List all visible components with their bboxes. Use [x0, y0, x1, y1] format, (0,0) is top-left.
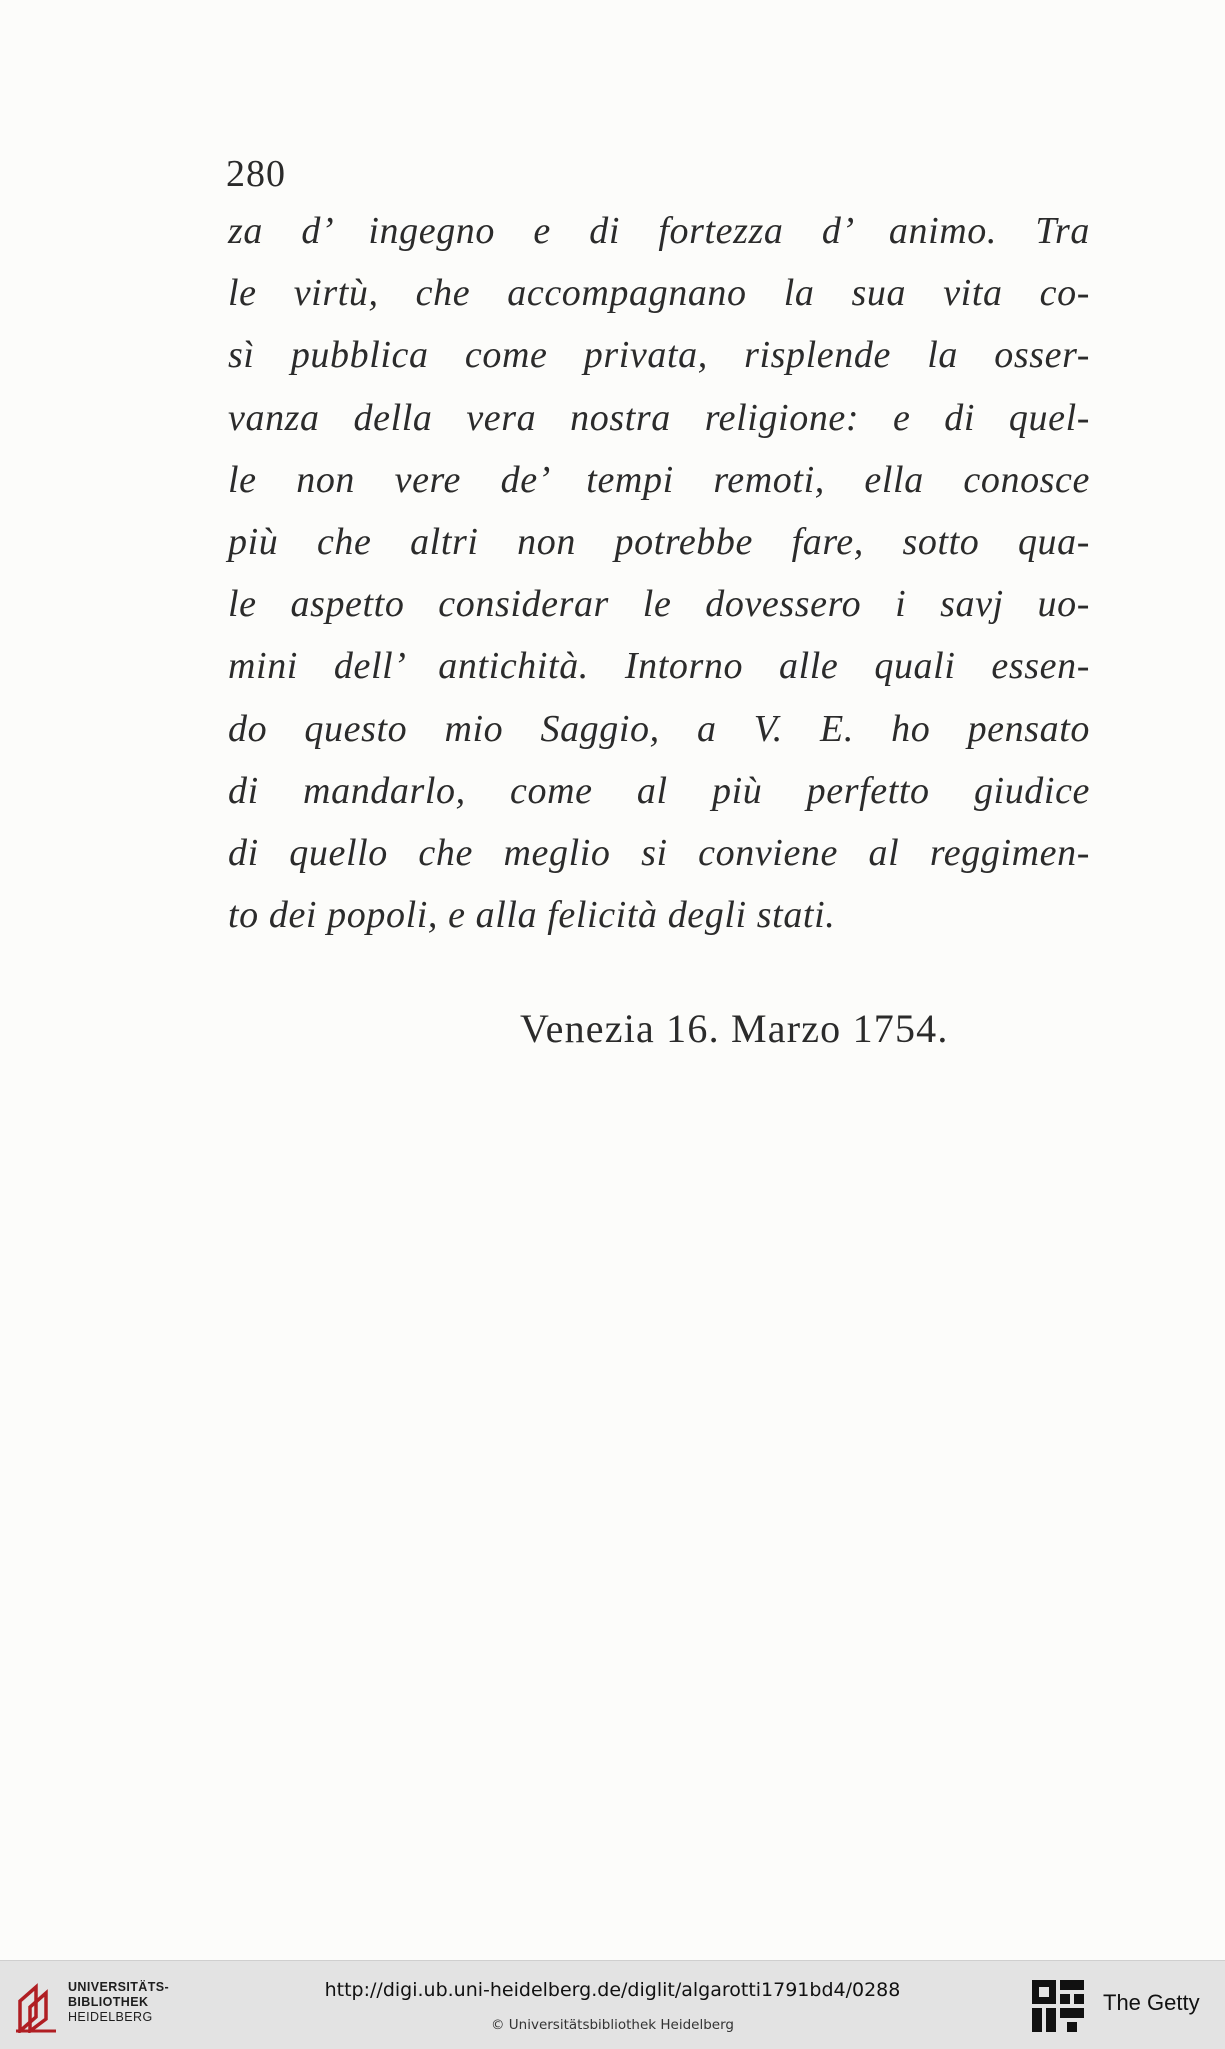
dateline: Venezia 16. Marzo 1754.	[520, 1006, 949, 1051]
library-name-line: UNIVERSITÄTS-	[68, 1980, 170, 1994]
page-number: 280	[226, 153, 286, 195]
getty-logo-icon[interactable]	[1030, 1978, 1086, 2034]
text-line: più che altri non potrebbe fare, sotto qua-	[228, 520, 1090, 563]
text-line: le non vere de’ tempi remoti, ella conosce	[228, 458, 1090, 501]
text-line: sì pubblica come privata, risplende la osser-	[228, 334, 1090, 377]
text-line: di mandarlo, come al più perfetto giudice	[228, 769, 1090, 812]
text-line: vanza della vera nostra religione: e di quel-	[228, 396, 1090, 439]
permalink-url[interactable]: http://digi.ub.uni-heidelberg.de/diglit/algarotti1791bd4/0288	[324, 1979, 901, 2001]
viewer-footer	[0, 1960, 1225, 2049]
text-line: le virtù, che accompagnano la sua vita co-	[228, 272, 1090, 315]
sponsor-name[interactable]: The Getty	[1103, 1990, 1200, 2015]
library-name-line: HEIDELBERG	[68, 2010, 153, 2024]
text-line: do questo mio Saggio, a V. E. ho pensato	[228, 707, 1090, 750]
text-line: za d’ ingegno e di fortezza d’ animo. Tra	[228, 210, 1090, 252]
text-line: to dei popoli, e alla felicità degli stati.	[228, 894, 836, 937]
text-line: di quello che meglio si conviene al reggimen-	[228, 831, 1090, 874]
copyright-notice: © Universitätsbibliothek Heidelberg	[490, 2017, 734, 2033]
body-text	[228, 200, 1090, 946]
library-name-line: BIBLIOTHEK	[68, 1995, 149, 2009]
text-line: mini dell’ antichità. Intorno alle quali essen-	[228, 645, 1090, 688]
text-line: le aspetto considerar le dovessero i savj uo-	[228, 583, 1090, 626]
